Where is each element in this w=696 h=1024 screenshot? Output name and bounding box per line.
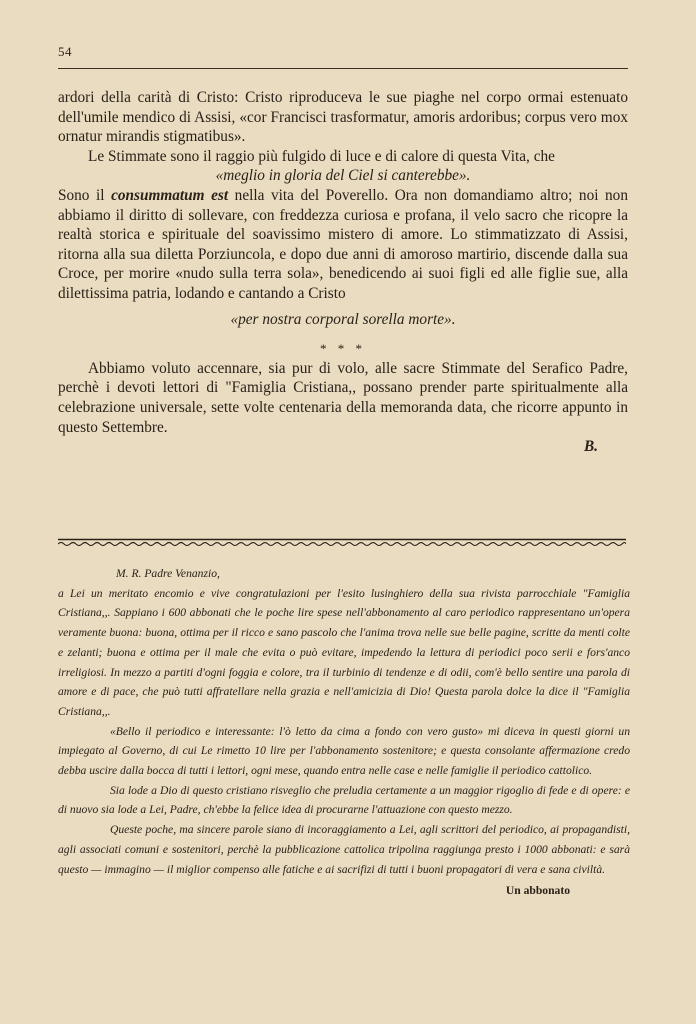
paragraph-4: Abbiamo voluto accennare, sia pur di volo, alle sacre Stimmate del Serafico Padre, perchè i devoti lettori di "Famiglia Cristiana,, possano prender parte spiritualmente alla celebrazione universale, sette volte centenaria della memoranda data, che ricorre appunto in questo Settembre. (58, 359, 628, 436)
quote-1: «meglio in gloria del Ciel si canterebbe». (215, 167, 471, 185)
paragraph-3 (58, 186, 628, 304)
letter-paragraph-3: Sia lode a Dio di questo cristiano risveglio che preludia certamente a un maggior rigoglio di fede e di opere: e di nuovo sia lode a Lei, Padre, ch'ebbe la felice idea di procurarne l'attuazione con questo mezzo. (58, 783, 630, 817)
header-rule (58, 68, 628, 69)
paragraph-3-intro: Sono il (58, 186, 112, 204)
paragraph-3-rest: nella vita del Poverello. Ora non domandiamo altro; noi non abbiamo il diritto di sollevare, con freddezza curiosa e profana, il velo sacro che ricopre la realtà storica e spirituale del soavissimo mistero di amore. Lo stimmatizzato di Assisi, ritorna alla sua diletta Porziuncola, e dopo due anni di amoroso martirio, discende dalla sua Croce, per morire «nudo sulla terra sola», benedicendo ai suoi figli ed alle figlie sue, alla dilettissima patria, lodando e cantando a Cristo (58, 186, 628, 302)
latin-phrase: consummatum est (111, 186, 229, 204)
quote-2: «per nostra corporal sorella morte». (230, 310, 456, 328)
section-separator: * * * (320, 341, 366, 357)
letter-closing: Un abbonato (505, 884, 570, 898)
letter-paragraph-1: a Lei un meritato encomio e vive congratulazioni per l'esito lusinghiero della sua rivista parrocchiale "Famiglia Cristiana,,. Sappiano i 600 abbonati che le poche lire spese nell'abbonamento al caro periodico rappresentano un'opera veramente buona: buona, ottima per il ricco e sano pascolo che l'anima trova nelle sue belle pagine, scritte da menti colte e zelanti; buona e ottima per il male che evita o può evitare, impedendo la lettura di periodici poco serii e fors'anco irreligiosi. In mezzo a partiti d'ogni foggia e colore, tra il turbinio di tendenze e di odii, com'è bello sentire una parola di amore e di pace, che può tutti affratellare nella grazia e nell'amicizia di Dio! Questa parola dolce la dice il "Famiglia Cristiana,,. (58, 586, 630, 718)
article-body (58, 88, 628, 457)
paragraph-1: ardori della carità di Cristo: Cristo riproduceva le sue piaghe nel corpo ormai estenuato dell'umile mendico di Assisi, «cor Francisci trasformatur, amoris ardoribus; corpus vero mox ornatur mirandis stigmatibus». (58, 89, 628, 146)
page-number: 54 (58, 44, 72, 59)
author-signature: B. (583, 438, 598, 456)
paragraph-2: Le Stimmate sono il raggio più fulgido di luce e di calore di questa Vita, che (88, 147, 555, 165)
letter-paragraph-2: «Bello il periodico e interessante: l'ò letto da cima a fondo con vero gusto» mi diceva in questi giorni un impiegato al Governo, di cui Le rimetto 10 lire per l'abbonamento sostenitore; e questa consolante affermazione credo debba uscire dalla bocca di tutti i lettori, ogni mese, quando entra nelle case e nelle famiglie il periodico cattolico. (58, 724, 630, 778)
reader-letter (58, 564, 630, 901)
letter-salutation: M. R. Padre Venanzio, (116, 567, 220, 580)
wavy-divider (58, 538, 626, 548)
letter-paragraph-4: Queste poche, ma sincere parole siano di incoraggiamento a Lei, agli scrittori del periodico, ai propagandisti, agli associati comuni e sostenitori, perchè la pubblicazione cattolica tripolina raggiunga presto i 1000 abbonati: e sarà questo — immagino — il miglior compenso alle fatiche e ai sacrifizi di tutti i buoni propagatori di vera e sana civiltà. (58, 823, 630, 876)
